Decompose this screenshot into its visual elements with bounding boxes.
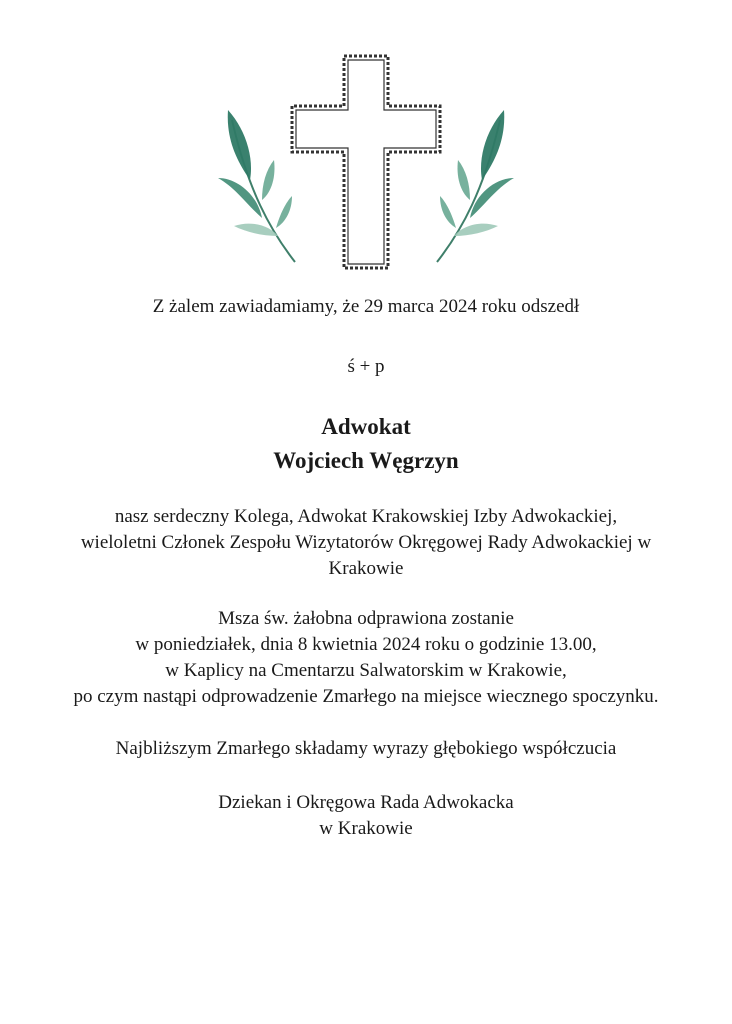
tribute-paragraph xyxy=(0,504,732,582)
funeral-mass-paragraph xyxy=(0,606,732,710)
intro-text: Z żalem zawiadamiamy, że 29 marca 2024 roku odszedł xyxy=(152,296,580,317)
announcement-intro xyxy=(0,294,732,320)
ornate-cross-icon xyxy=(292,56,440,268)
leaf-branch-right-icon xyxy=(437,110,514,262)
signature-line: w Krakowie xyxy=(319,818,413,839)
header-ornament xyxy=(0,0,732,280)
tribute-line: wieloletni Członek Zespołu Wizytatorów Okręgowej Rady Adwokackiej w xyxy=(80,532,652,553)
deceased-profession: Adwokat xyxy=(321,414,411,439)
mass-line: Msza św. żałobna odprawiona zostanie xyxy=(218,608,514,629)
tribute-line: Krakowie xyxy=(328,558,404,579)
mass-line: w Kaplicy na Cmentarzu Salwatorskim w Krakowie, xyxy=(165,660,567,681)
signature-line: Dziekan i Okręgowa Rada Adwokacka xyxy=(218,792,514,813)
condolences-text: Najbliższym Zmarłego składamy wyrazy głębokiego współczucia xyxy=(115,738,617,759)
mass-line: w poniedziałek, dnia 8 kwietnia 2024 roku o godzinie 13.00, xyxy=(135,634,597,655)
condolences-paragraph xyxy=(0,736,732,762)
mass-line: po czym nastąpi odprowadzenie Zmarłego na miejsce wiecznego spoczynku. xyxy=(73,686,659,707)
tribute-line: nasz serdeczny Kolega, Adwokat Krakowskiej Izby Adwokackiej, xyxy=(114,506,618,527)
leaf-branch-left-icon xyxy=(218,110,295,262)
deceased-name: Wojciech Węgrzyn xyxy=(273,448,459,473)
initials-text: ś + p xyxy=(347,356,385,377)
signature-block xyxy=(0,790,732,842)
memorial-initials xyxy=(0,354,732,380)
deceased-title xyxy=(0,410,732,478)
